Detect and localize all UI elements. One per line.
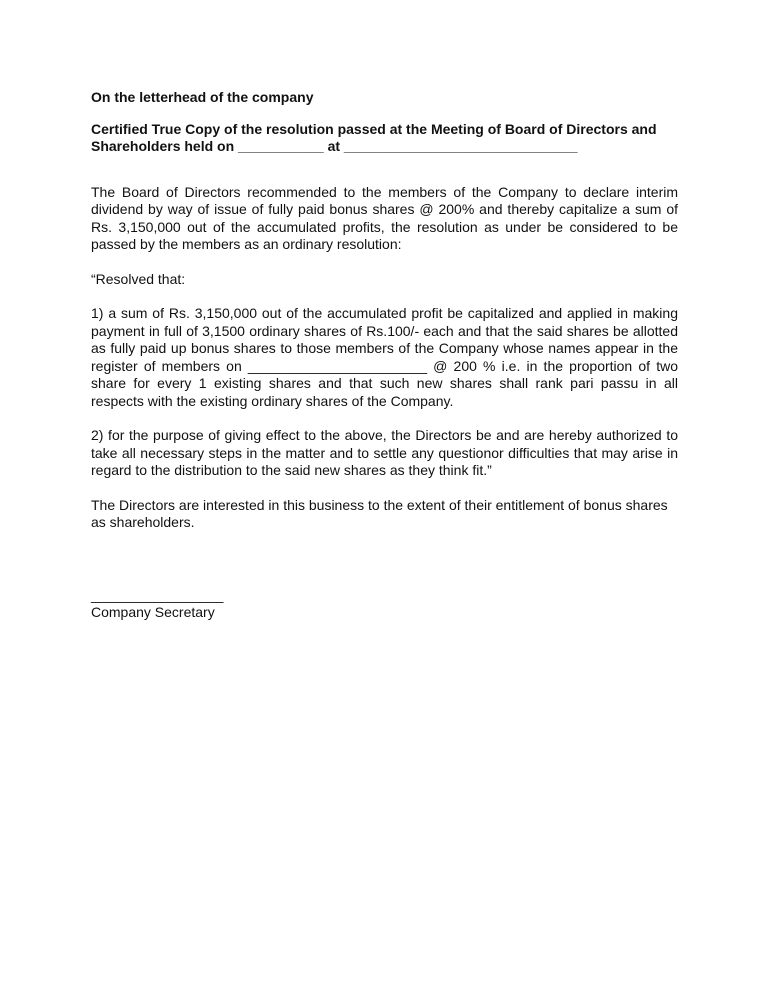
signatory-title: Company Secretary xyxy=(91,604,215,620)
clause-1: 1) a sum of Rs. 3,150,000 out of the accumulated profit be capitalized and applied in making payment in full of 3,1500 ordinary shares of Rs.100/- each and that the said shares be allotted as fully paid up bonus shares to those members of the Company whose names appear in the register of members on _______________________ @ 200 % i.e. in the proportion of two share for every 1 existing shares and that such new shares shall rank pari passu in all respects with the existing ordinary shares of the Company. xyxy=(91,305,678,409)
resolution-title: Certified True Copy of the resolution passed at the Meeting of Board of Directors and Shareholders held on ___________ at ______________________________ xyxy=(91,120,657,154)
signature-line: _________________ xyxy=(91,586,224,603)
document-page xyxy=(91,89,678,622)
interest-note: The Directors are interested in this business to the extent of their entitlement of bonus shares as shareholders. xyxy=(91,496,668,530)
resolved-label: “Resolved that: xyxy=(91,270,186,287)
clause-2: 2) for the purpose of giving effect to the above, the Directors be and are hereby authorized to take all necessary steps in the matter and to settle any questionor difficulties that may arise in regard to the distribution to the said new shares as they think fit.” xyxy=(91,427,678,478)
intro-paragraph: The Board of Directors recommended to the members of the Company to declare interim dividend by way of issue of fully paid bonus shares @ 200% and thereby capitalize a sum of Rs. 3,150,000 out of the accumulated profits, the resolution as under be considered to be passed by the members as an ordinary resolution: xyxy=(91,183,678,252)
letterhead-note: On the letterhead of the company xyxy=(91,89,314,105)
signature-block xyxy=(91,587,678,622)
